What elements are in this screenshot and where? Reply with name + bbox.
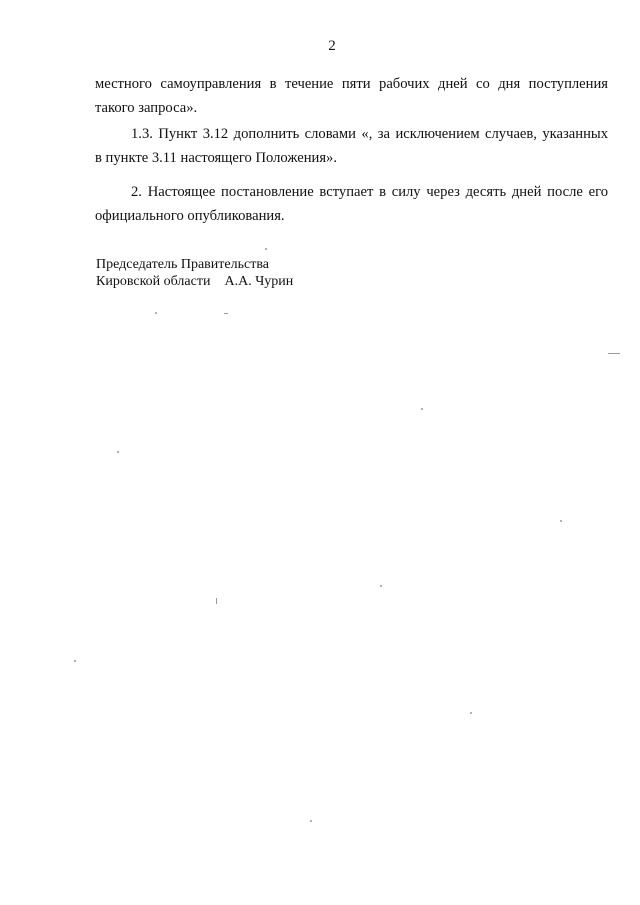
scan-speck bbox=[155, 312, 157, 314]
signatory-name: А.А. Чурин bbox=[224, 274, 294, 289]
scan-speck bbox=[74, 660, 76, 662]
paragraph-item-1-3 bbox=[95, 122, 608, 170]
scan-speck bbox=[470, 712, 472, 714]
scan-speck bbox=[310, 820, 312, 822]
scan-speck bbox=[608, 353, 620, 354]
paragraph-line: такого запроса». bbox=[95, 100, 198, 116]
scan-speck bbox=[380, 585, 382, 587]
page-number: 2 bbox=[328, 38, 336, 54]
scan-speck bbox=[224, 313, 228, 314]
signature-region: Кировской области bbox=[96, 274, 211, 289]
paragraph-continuation bbox=[95, 72, 608, 120]
scan-speck bbox=[421, 408, 423, 410]
paragraph-item-2 bbox=[95, 180, 608, 228]
signature-block bbox=[96, 256, 293, 290]
scan-speck bbox=[560, 520, 562, 522]
paragraph-line: 2. Настоящее постановление вступает в силу через десять дней после его bbox=[131, 184, 608, 200]
signature-position-line: Председатель Правительства bbox=[96, 257, 269, 272]
paragraph-line: официального опубликования. bbox=[95, 208, 285, 224]
scan-speck bbox=[265, 248, 267, 250]
scan-speck bbox=[216, 598, 217, 604]
paragraph-line: в пункте 3.11 настоящего Положения». bbox=[95, 150, 337, 166]
paragraph-line: 1.3. Пункт 3.12 дополнить словами «, за исключением случаев, указанных bbox=[131, 126, 608, 142]
signature-position-line bbox=[96, 273, 293, 290]
paragraph-line: местного самоуправления в течение пяти рабочих дней со дня поступления bbox=[95, 76, 608, 92]
scan-speck bbox=[117, 451, 119, 453]
